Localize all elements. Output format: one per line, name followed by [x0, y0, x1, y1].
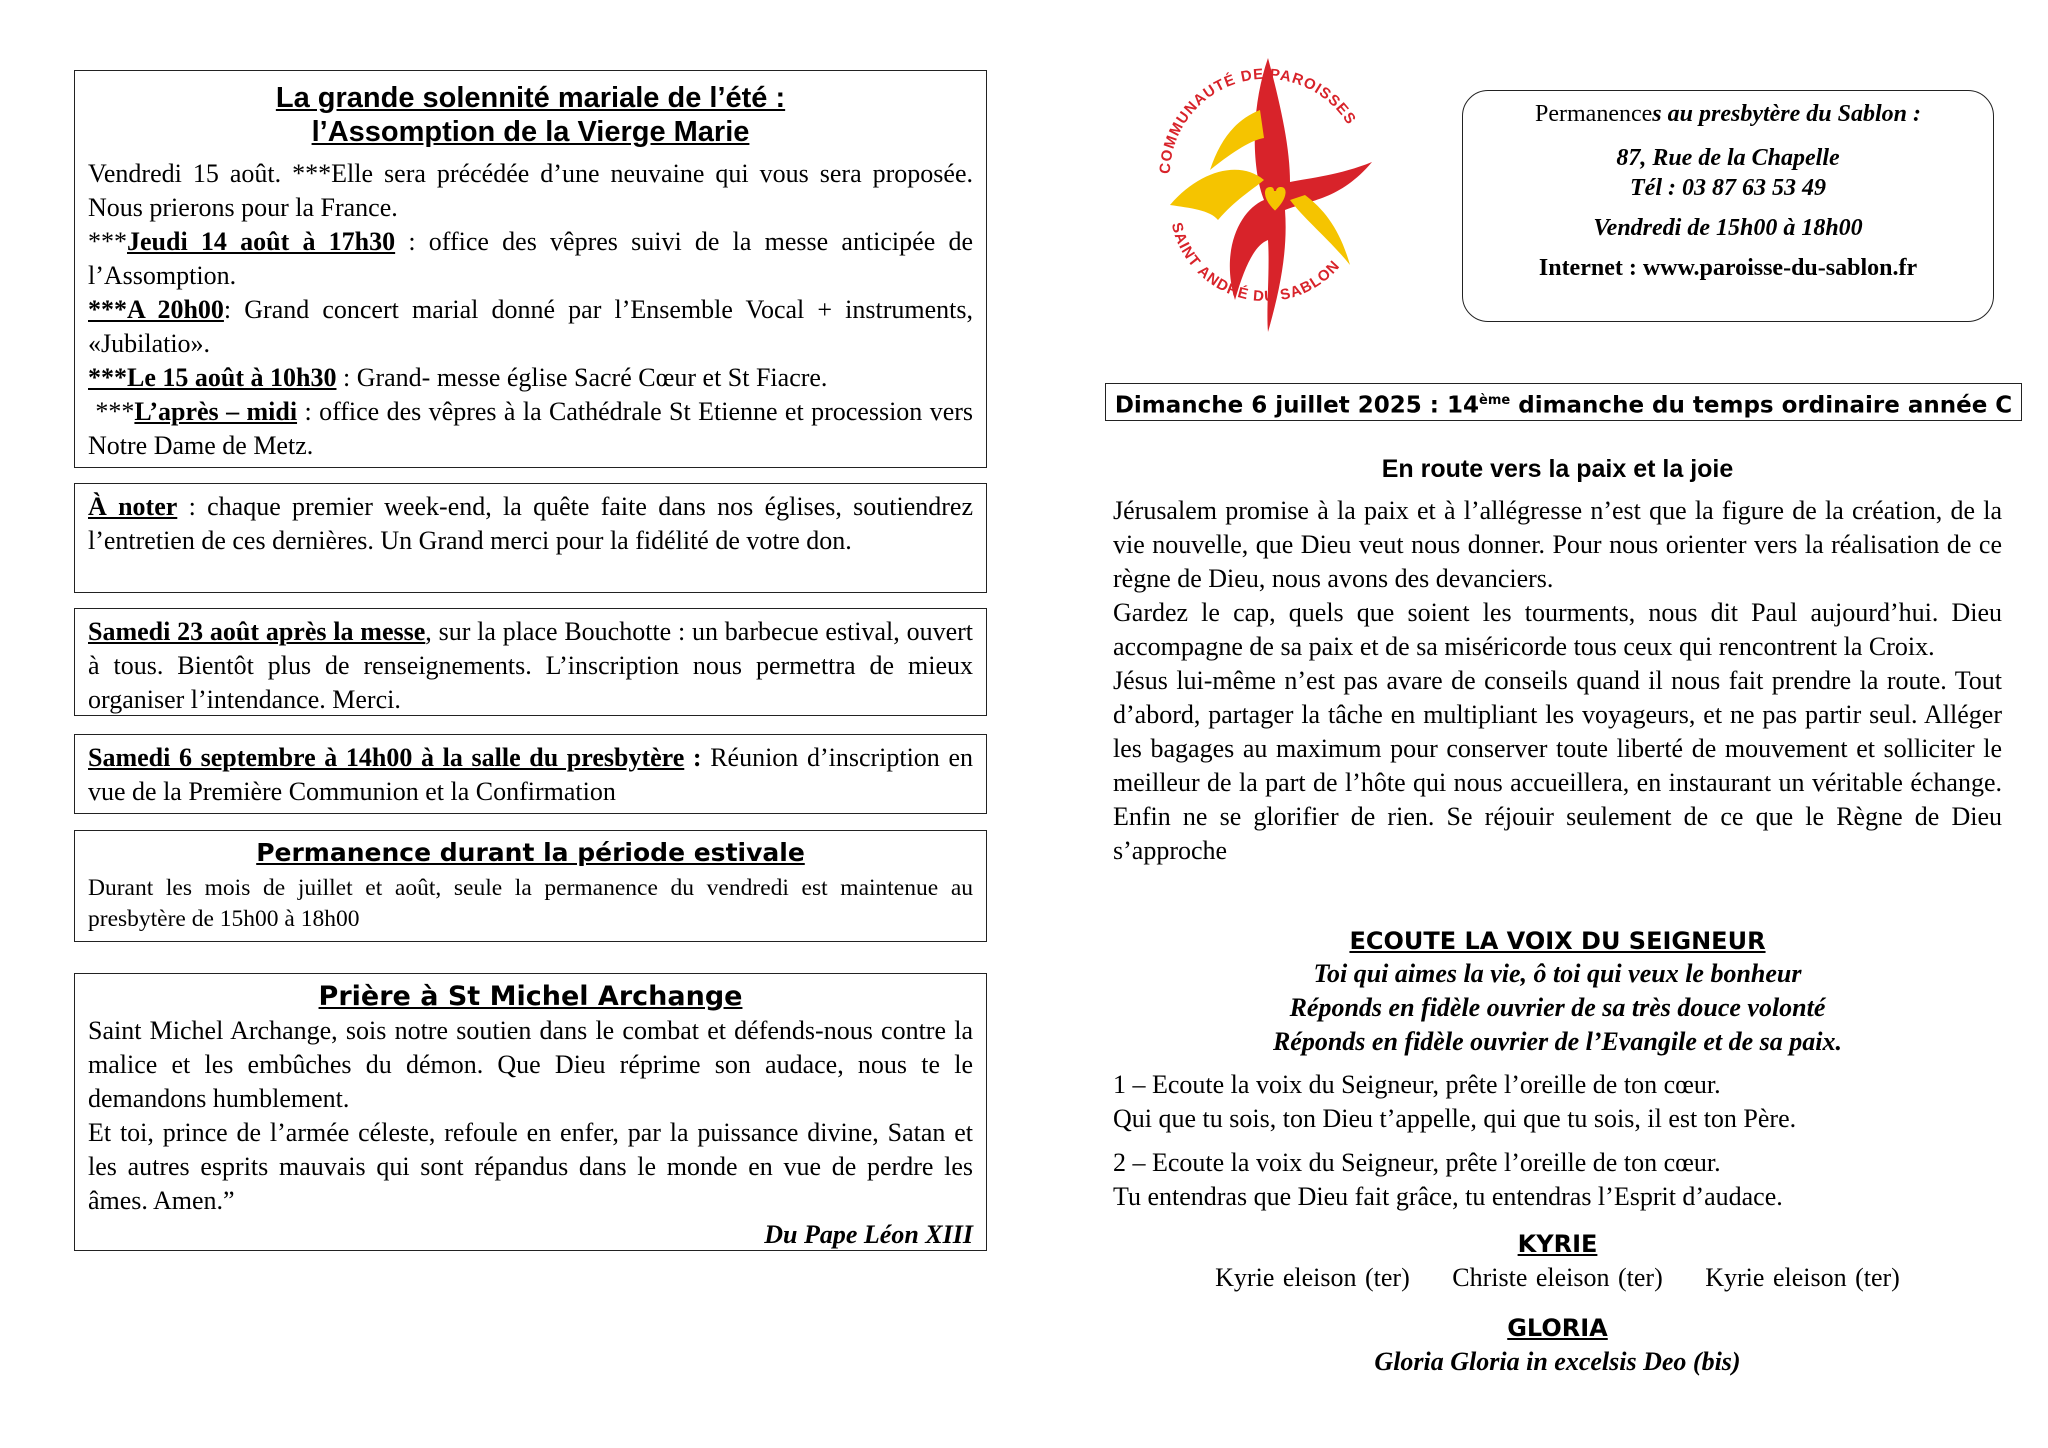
note-box — [74, 483, 987, 593]
parish-logo — [1140, 50, 1390, 335]
office-heading: Permanence — [1535, 101, 1653, 127]
reflection-title: En route vers la paix et la joie — [1381, 455, 1734, 483]
barbecue-box — [74, 608, 987, 716]
note-text: : chaque premier week-end, la quête faite dans nos églises, soutiendrez l’entretien de ces dernières. Un Grand merci pour la fidélité de votre don. — [88, 492, 973, 555]
reflection-p3: Jésus lui-même n’est pas avare de conseils quand il nous fait prendre la route. Tout d’abord, partager la tâche en multipliant les voyageurs, et ne pas partir seul. Alléger les bagages au maximum pour conserver toute liberté de mouvement et solliciter le meilleur de la part de l’hôte qui nous accueillera, en instaurant un véritable échange. Enfin ne se glorifier de rien. Se réjouir seulement de ce que le Règne de Dieu s’approche — [1113, 666, 2002, 865]
reflection-p1: Jérusalem promise à la paix et à l’allégresse n’est que la figure de la création, de la vie nouvelle, que Dieu veut nous donner. Pour nous orienter vers la réalisation de ce règne de Dieu, nous avons des devanciers. — [1113, 496, 2002, 593]
hymn-refrain-2: Réponds en fidèle ouvrier de sa très douce volonté — [1289, 993, 1826, 1022]
assumption-item-2: ***A 20h00: Grand concert marial donné par l’Ensemble Vocal + instruments, «Jubilatio». — [88, 295, 973, 358]
logo-text-bottom: SAINT ANDRÉ DU SABLON — [1167, 220, 1344, 306]
assumption-title-line2: l’Assomption de la Vierge Marie — [311, 116, 750, 148]
assumption-box — [74, 70, 987, 468]
kyrie-title: KYRIE — [1517, 1230, 1598, 1258]
sunday-banner: Dimanche 6 juillet 2025 : 14ème dimanche du temps ordinaire année C — [1105, 383, 2022, 421]
hymn-title: ECOUTE LA VOIX DU SEIGNEUR — [1349, 927, 1766, 955]
assumption-item-3: ***Le 15 août à 10h30 : Grand- messe église Sacré Cœur et St Fiacre. — [88, 363, 828, 392]
hymn-verse-1b: Qui que tu sois, ton Dieu t’appelle, qui que tu sois, il est ton Père. — [1113, 1104, 1797, 1133]
assumption-intro: Vendredi 15 août. ***Elle sera précédée d’une neuvaine qui vous sera proposée. Nous prierons pour la France. — [88, 159, 973, 222]
office-address: 87, Rue de la Chapelle — [1616, 145, 1840, 171]
office-internet: Internet : www.paroisse-du-sablon.fr — [1538, 255, 1918, 281]
barbecue-label: Samedi 23 août après la messe — [88, 617, 426, 646]
hymn-verse-1a: 1 – Ecoute la voix du Seigneur, prête l’oreille de ton cœur. — [1113, 1070, 1721, 1099]
prayer-box — [74, 973, 987, 1251]
note-label: À noter — [88, 492, 178, 521]
hymn-verse-2a: 2 – Ecoute la voix du Seigneur, prête l’oreille de ton cœur. — [1113, 1148, 1721, 1177]
assumption-item-4: ***L’après – midi : office des vêpres à la Cathédrale St Etienne et procession vers Notre Dame de Metz. — [88, 397, 974, 460]
kyrie-item-1: Kyrie eleison (ter) — [1215, 1263, 1410, 1292]
reflection-p2: Gardez le cap, quels que soient les tourments, nous dit Paul aujourd’hui. Dieu accompagne de sa paix et de sa miséricorde tous ceux qui rencontrent la Croix. — [1113, 598, 2002, 661]
prayer-title: Prière à St Michel Archange — [318, 981, 743, 1012]
reflection-section — [1113, 452, 2002, 868]
gloria-title: GLORIA — [1507, 1314, 1608, 1342]
assumption-title-line1: La grande solennité mariale de l’été : — [275, 82, 786, 114]
summer-title: Permanence durant la période estivale — [256, 838, 805, 867]
assumption-item-1: ***Jeudi 14 août à 17h30 : office des vêpres suivi de la messe anticipée de l’Assomption. — [88, 227, 973, 290]
kyrie-section — [1113, 1228, 2002, 1296]
assumption-item-4-label: L’après – midi — [134, 397, 298, 426]
kyrie-item-2: Christe eleison (ter) — [1452, 1263, 1663, 1292]
communion-label: Samedi 6 septembre à 14h00 à la salle du presbytère — [88, 743, 685, 772]
summer-text: Durant les mois de juillet et août, seule la permanence du vendredi est maintenue au presbytère de 15h00 à 18h00 — [88, 875, 973, 932]
sunday-date: Dimanche 6 juillet 2025 : 14 — [1114, 392, 1480, 419]
office-hours: Vendredi de 15h00 à 18h00 — [1593, 215, 1863, 241]
gloria-section — [1113, 1312, 2002, 1380]
assumption-item-2-label: ***A 20h00 — [88, 295, 224, 324]
prayer-p1: Saint Michel Archange, sois notre soutien dans le combat et défends-nous contre la malice et les embûches du démon. Que Dieu réprime son audace, nous te le demandons humblement. — [88, 1016, 973, 1113]
logo-text-top: COMMUNAUTÉ DE PAROISSES — [1156, 65, 1360, 175]
office-phone: Tél : 03 87 63 53 49 — [1630, 175, 1826, 201]
assumption-item-3-label: ***Le 15 août à 10h30 — [88, 363, 337, 392]
hymn-section — [1113, 925, 2002, 1214]
kyrie-item-3: Kyrie eleison (ter) — [1705, 1263, 1900, 1292]
prayer-signature: Du Pape Léon XIII — [764, 1220, 973, 1249]
gloria-text: Gloria Gloria in excelsis Deo (bis) — [1374, 1347, 1741, 1376]
hymn-refrain-3: Réponds en fidèle ouvrier de l’Evangile et de sa paix. — [1272, 1027, 1843, 1056]
barbecue-text: , sur la place Bouchotte : un barbecue estival, ouvert à tous. Bientôt plus de renseignements. L’inscription nous permettra de mieux organiser l’intendance. Merci. — [88, 617, 973, 714]
assumption-item-1-label: Jeudi 14 août à 17h30 — [127, 227, 396, 256]
summer-box — [74, 830, 987, 942]
parish-logo-icon — [1140, 50, 1390, 335]
communion-box: Samedi 6 septembre à 14h00 à la salle du presbytère : Réunion d’inscription en vue de la Première Communion et la Confirmation — [74, 734, 987, 814]
prayer-p2: Et toi, prince de l’armée céleste, refoule en enfer, par la puissance divine, Satan et les autres esprits mauvais qui sont répandus dans le monde en vue de perdre les âmes. Amen.” — [88, 1118, 973, 1215]
hymn-refrain-1: Toi qui aimes la vie, ô toi qui veux le bonheur — [1313, 959, 1802, 988]
office-box: Permanences au presbytère du Sablon : 87, Rue de la Chapelle Tél : 03 87 63 53 49 Vendredi de 15h00 à 18h00 Internet : www.paroisse-du-sablon.fr — [1462, 90, 1994, 322]
communion-text: Réunion d’inscription en vue de la Première Communion et la Confirmation — [88, 743, 973, 806]
hymn-verse-2b: Tu entendras que Dieu fait grâce, tu entendras l’Esprit d’audace. — [1113, 1182, 1783, 1211]
